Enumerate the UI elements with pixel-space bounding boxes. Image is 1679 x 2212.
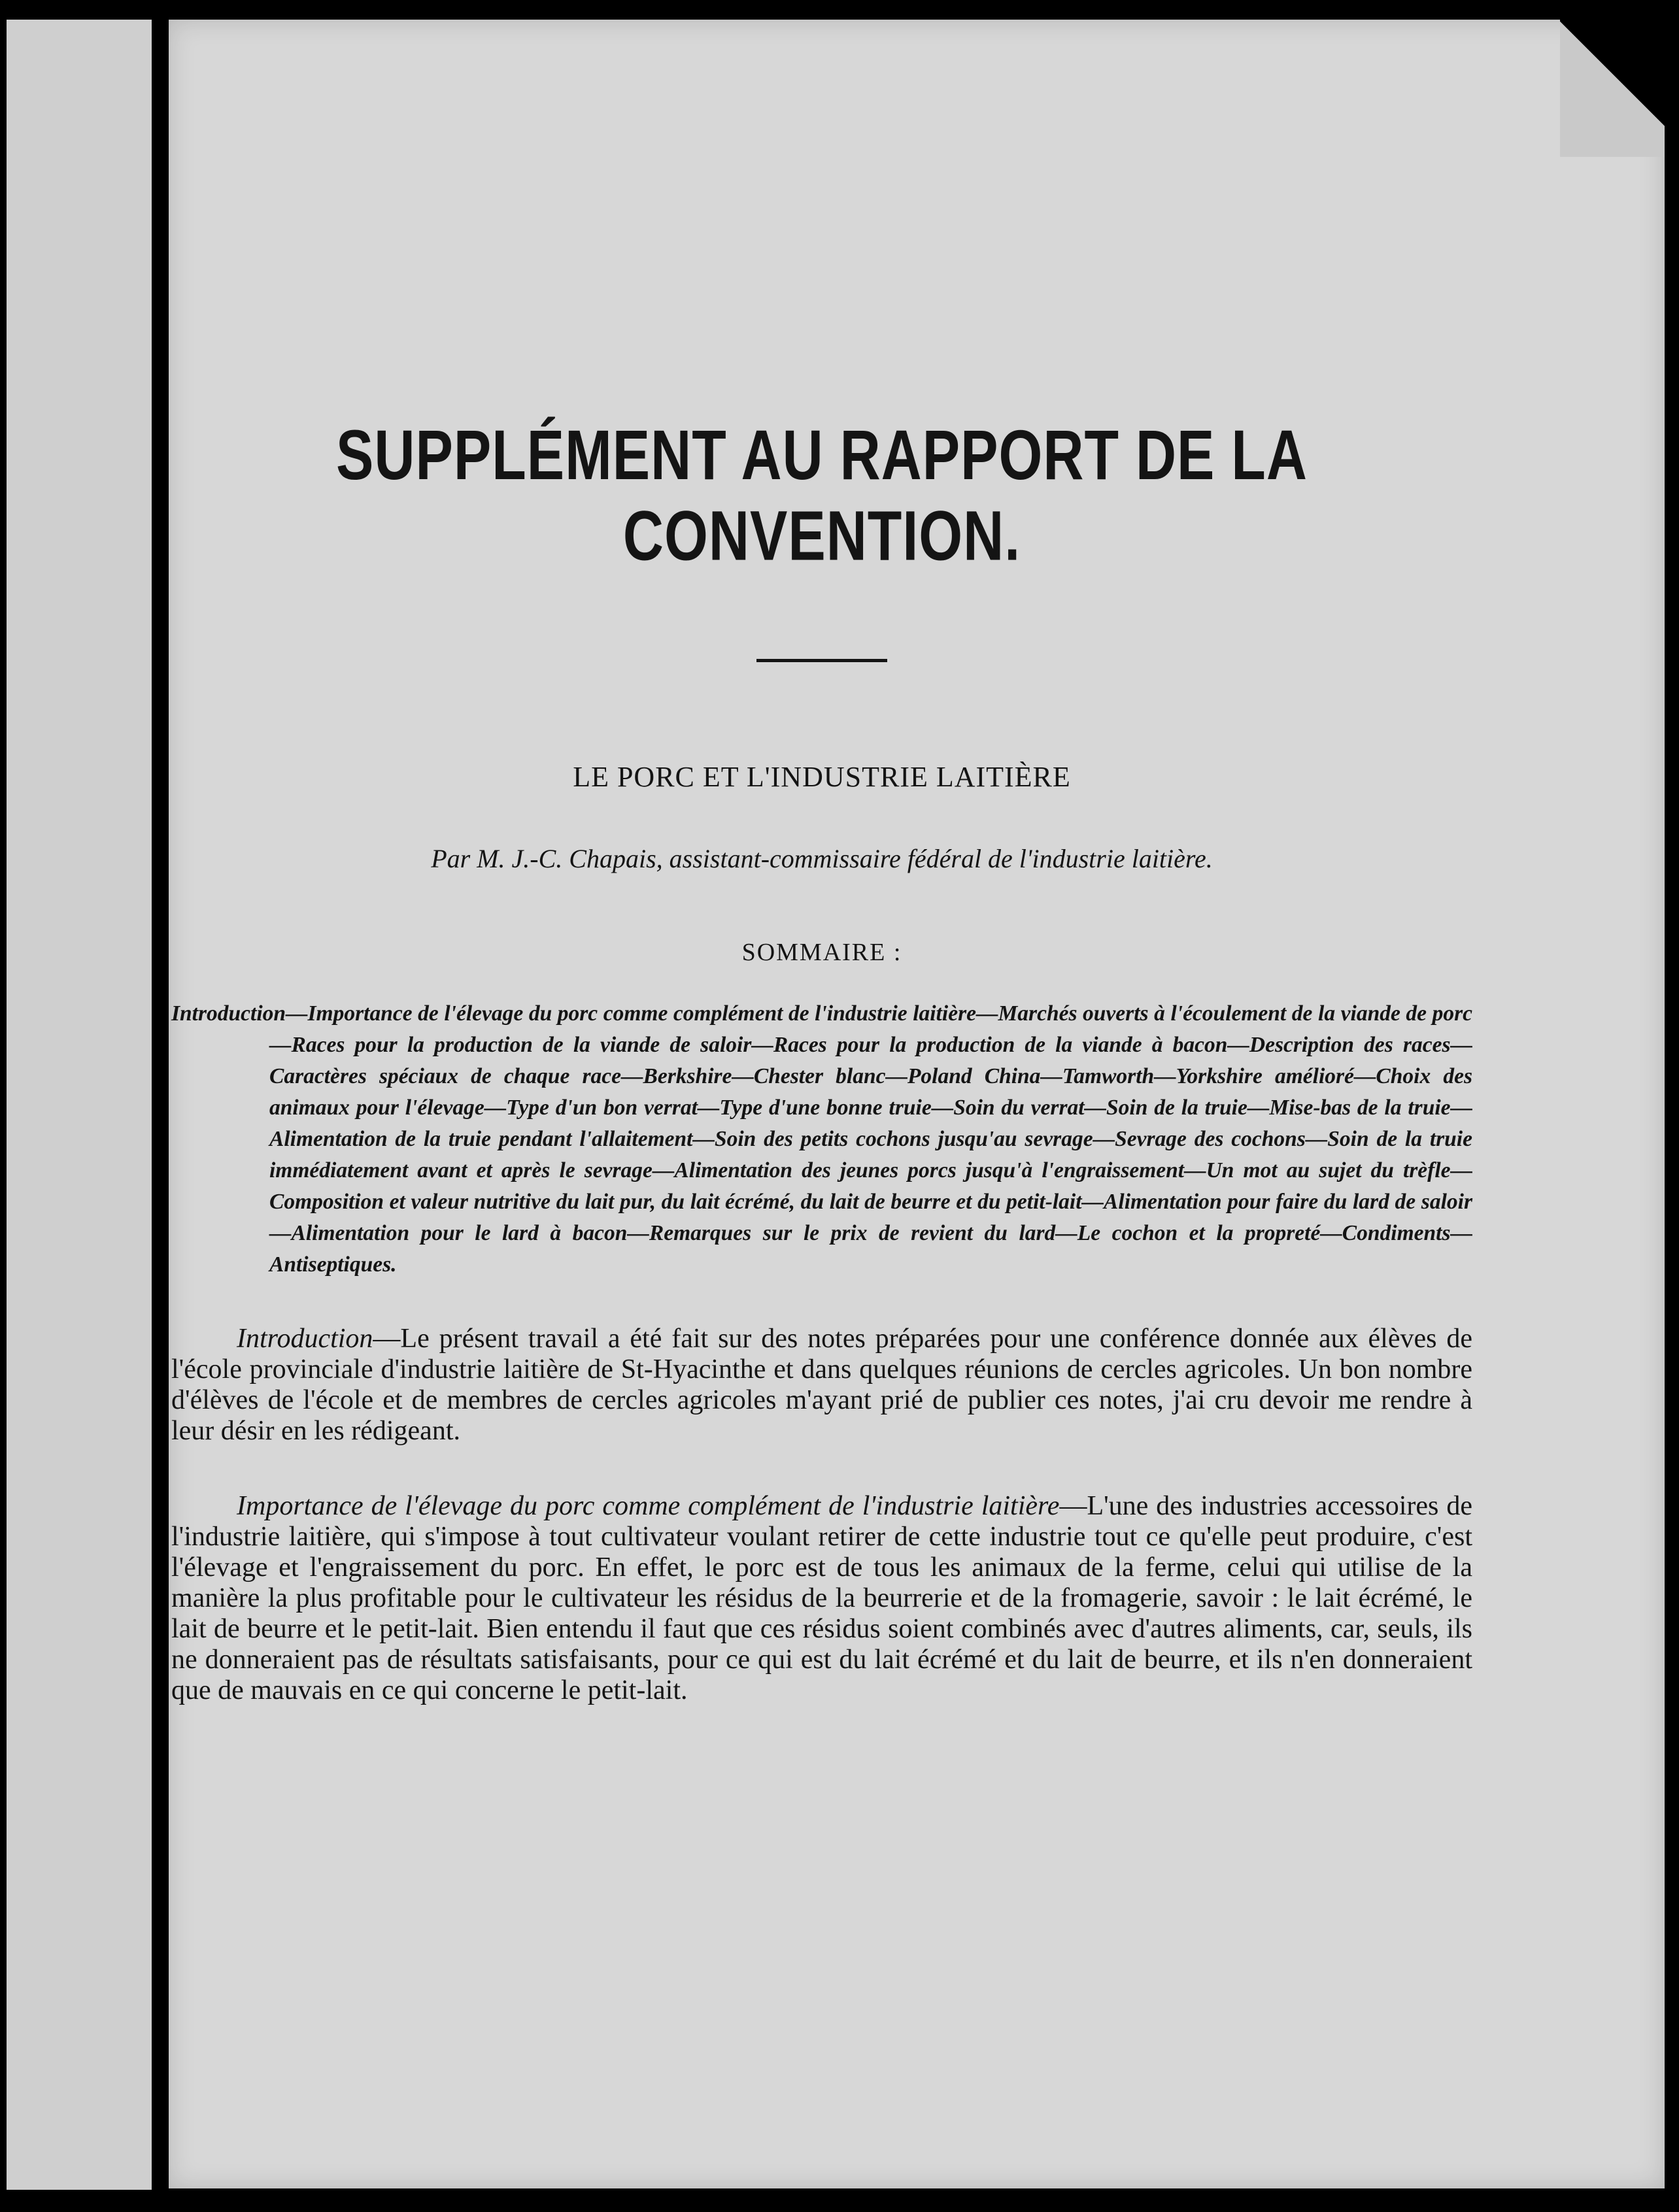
facing-page-edge <box>7 20 152 2190</box>
article-subtitle: LE PORC ET L'INDUSTRIE LAITIÈRE <box>573 761 1071 793</box>
title-divider <box>756 659 887 662</box>
author-byline: Par M. J.-C. Chapais, assistant-commissaire fédéral de l'industrie laitière. <box>431 844 1213 873</box>
paragraph-body: —L'une des industries accessoires de l'industrie laitière, qui s'impose à tout cultivateur voulant retirer de cette industrie tout ce qu'elle peut produire, c'est l'élevage et l'engraissement du porc. En effet, le porc est de tous les animaux de la ferme, celui qui utilise de la manière la plus profitable pour le cultivateur les résidus de la beurrerie et de la fromagerie, savoir : le lait écrémé, le lait de beurre et le petit-lait. Bien entendu il faut que ces résidus soient combinés avec d'autres aliments, car, seuls, ils ne donneraient pas de résultats satisfaisants, pour ce qui est du lait écrémé et du lait de beurre, et ils n'en donneraient que de mauvais en ce qui concerne le petit-lait. <box>171 1491 1472 1705</box>
paragraph-lead: Importance de l'élevage du porc comme complément de l'industrie laitière <box>237 1491 1060 1521</box>
folded-corner <box>1560 20 1665 157</box>
summary-text: Introduction—Importance de l'élevage du porc comme complément de l'industrie laitière—Marchés ouverts à l'écoulement de la viande de porc—Races pour la production de la viande de saloir—Races pour la production de la viande à bacon—Description des races—Caractères spéciaux de chaque race—Berkshire—Chester blanc—Poland China—Tamworth—Yorkshire amélioré—Choix des animaux pour l'élevage—Type d'un bon verrat—Type d'une bonne truie—Soin du verrat—Soin de la truie—Mise-bas de la truie—Alimentation de la truie pendant l'allaitement—Soin des petits cochons jusqu'au sevrage—Sevrage des cochons—Soin de la truie immédiatement avant et après le sevrage—Alimentation des jeunes porcs jusqu'à l'engraissement—Un mot au sujet du trèfle—Composition et valeur nutritive du lait pur, du lait écrémé, du lait de beurre et du petit-lait—Alimentation pour faire du lard de saloir—Alimentation pour le lard à bacon—Remarques sur le prix de revient du lard—Le cochon et la propreté—Condiments—Antiseptiques. <box>171 1001 1472 1277</box>
paragraph-body: —Le présent travail a été fait sur des notes préparées pour une conférence donnée aux élèves de l'école provinciale d'industrie laitière de St-Hyacinthe et dans quelques réunions de cercles agricoles. Un bon nombre d'élèves de l'école et de membres de cercles agricoles m'ayant prié de publier ces notes, j'ai cru devoir me rendre à leur désir en les rédigeant. <box>171 1324 1472 1446</box>
page-title: SUPPLÉMENT AU RAPPORT DE LA CONVENTION. <box>336 416 1308 576</box>
summary-heading: SOMMAIRE : <box>741 939 902 966</box>
paragraph-introduction <box>171 1324 1472 1447</box>
page-content <box>171 405 1472 1706</box>
paragraph-importance <box>171 1491 1472 1706</box>
paragraph-lead: Introduction <box>237 1324 373 1354</box>
